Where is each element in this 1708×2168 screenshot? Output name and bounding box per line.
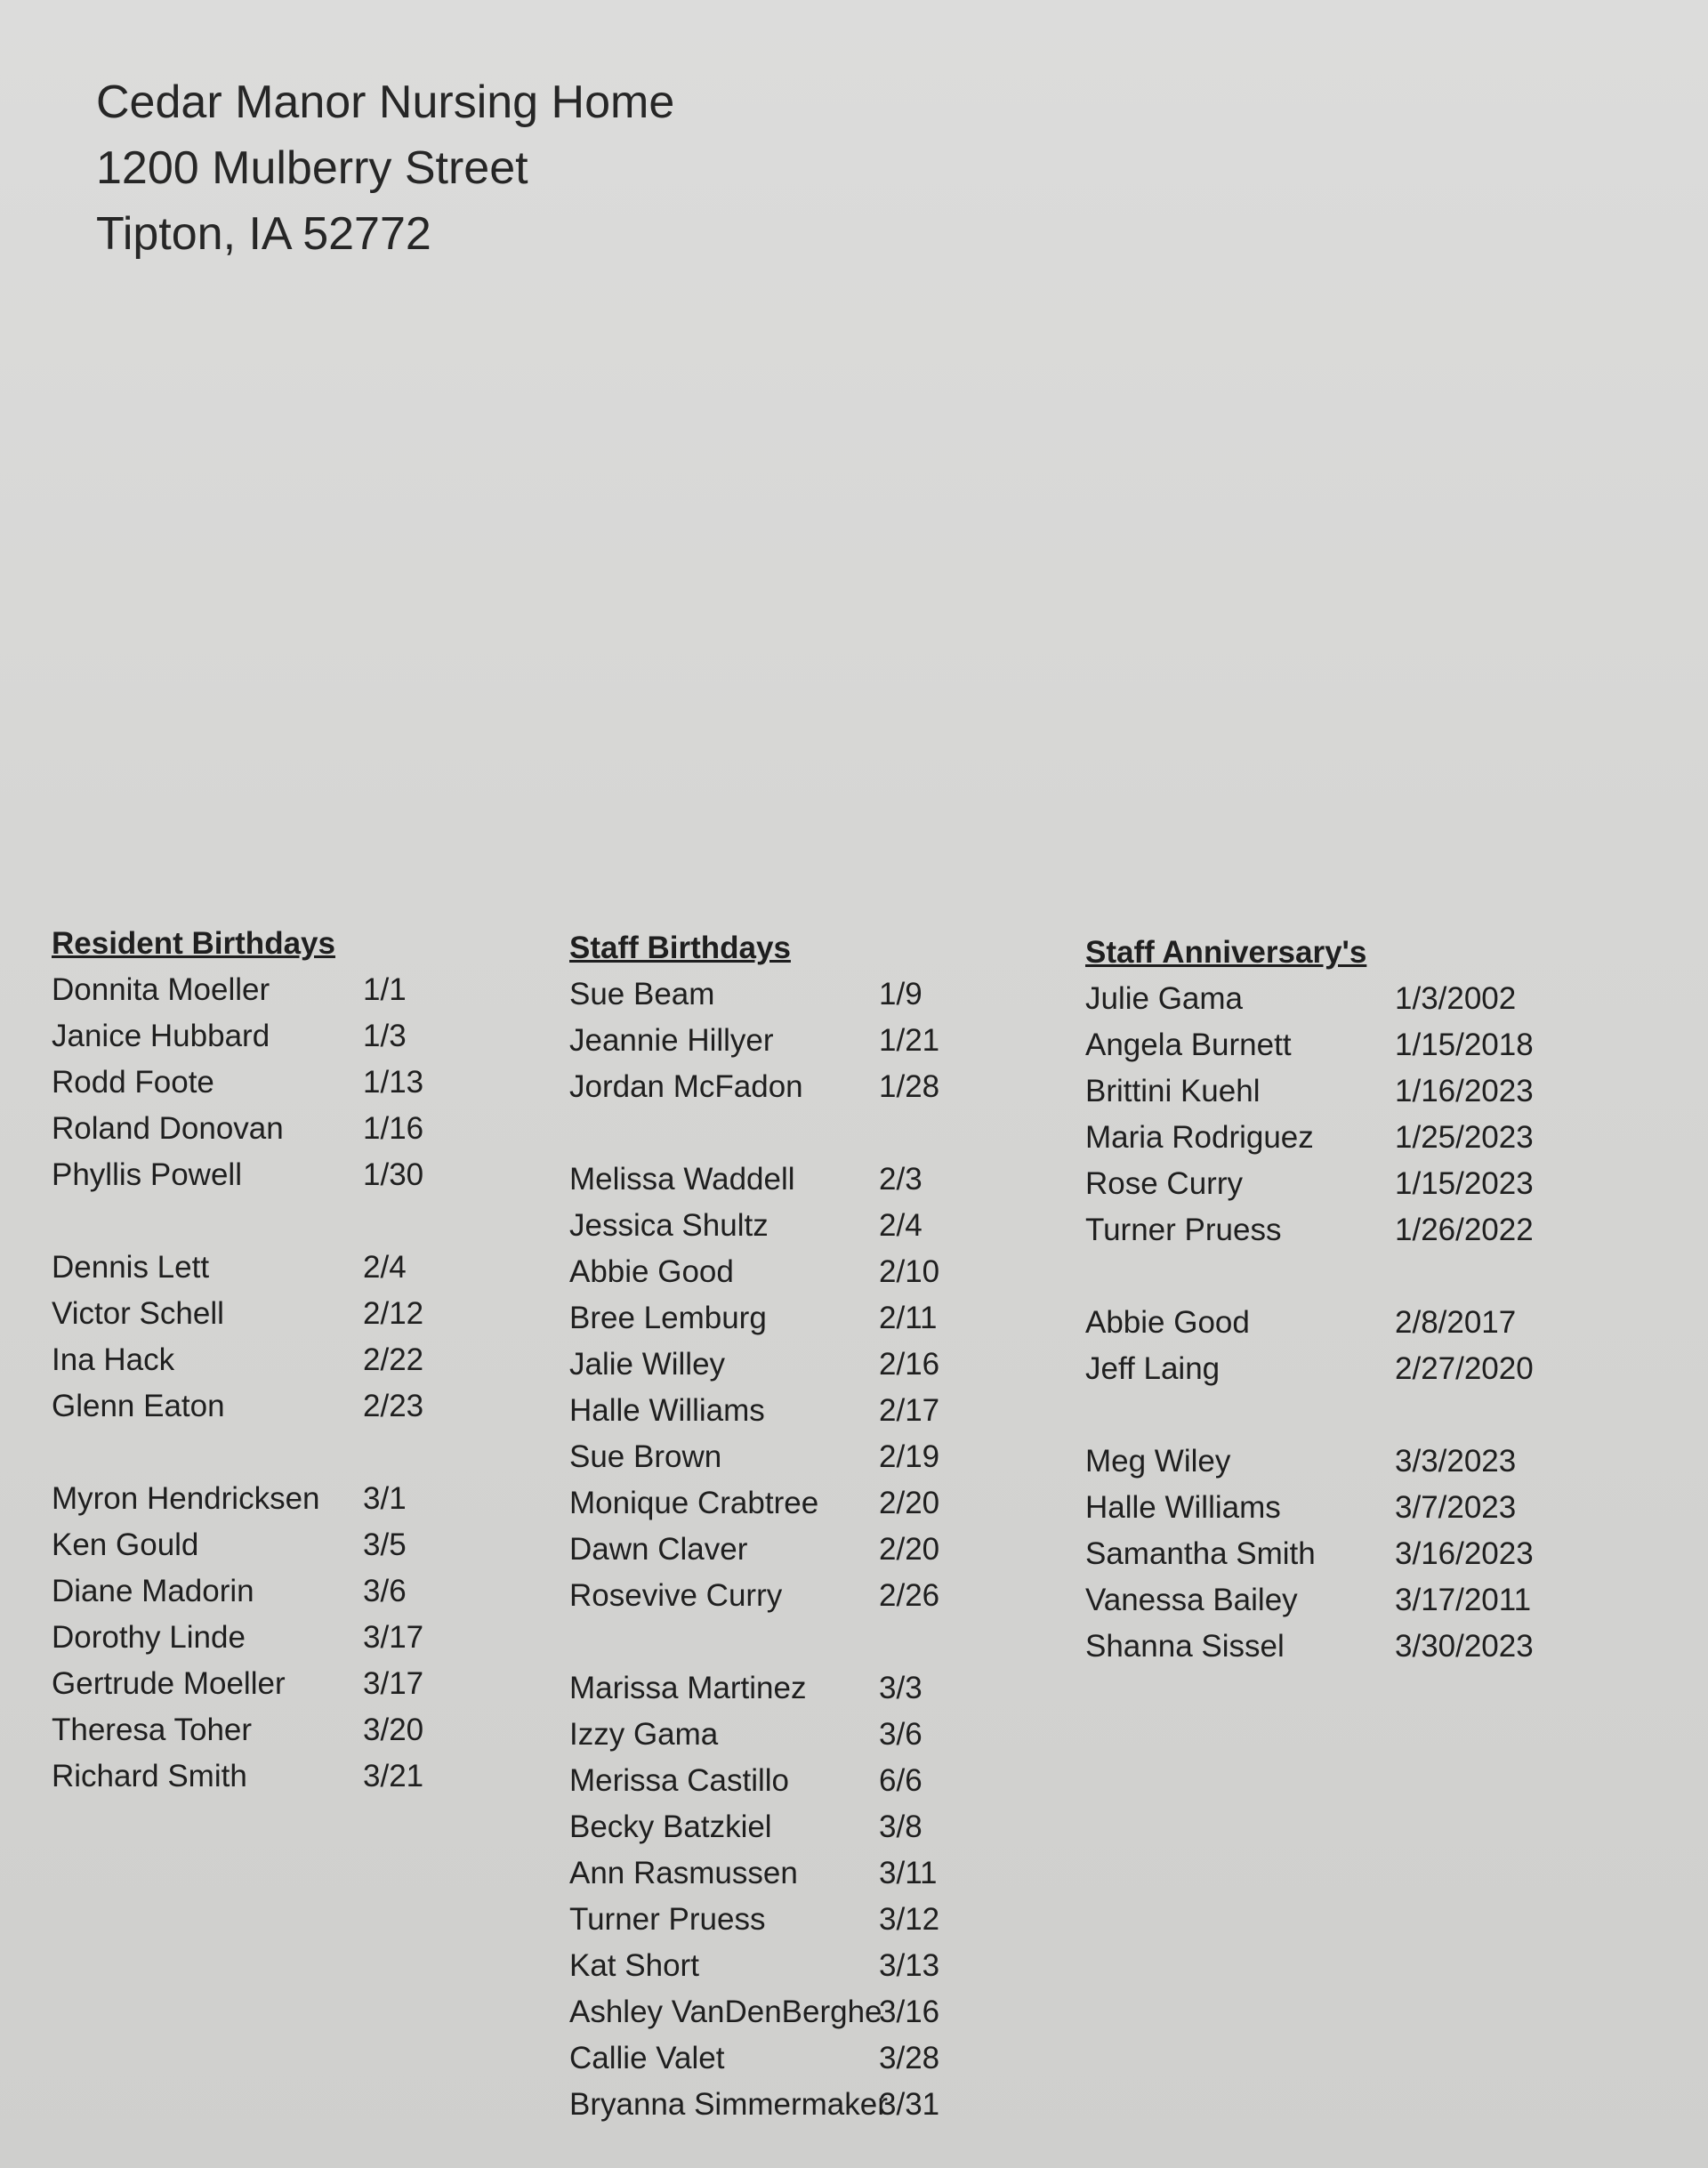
person-name: Ina Hack [52,1342,175,1377]
list-item [569,971,939,1018]
date: 2/4 [879,1208,922,1243]
group-spacer [1085,1392,1534,1439]
date: 2/16 [879,1347,940,1382]
list-item [569,1897,939,1943]
person-name: Myron Hendricksen [52,1481,320,1516]
group-spacer [52,1198,423,1245]
person-name: Turner Pruess [1085,1213,1282,1247]
date: 2/23 [363,1389,424,1423]
list-item [569,1018,939,1064]
date: 3/12 [879,1902,940,1937]
date: 3/21 [363,1759,424,1793]
person-name: Izzy Gama [569,1717,719,1752]
list-item [569,1295,939,1342]
list-item [569,2082,939,2128]
person-name: Becky Batzkiel [569,1809,772,1844]
date: 2/11 [879,1301,938,1335]
date: 1/13 [363,1065,424,1100]
resident-birthdays-column [52,921,423,1800]
list-item [52,1661,423,1707]
list-item [1085,1577,1534,1624]
list-item [569,1388,939,1434]
person-name: Abbie Good [569,1254,734,1289]
person-name: Monique Crabtree [569,1486,819,1520]
person-name: Merissa Castillo [569,1763,789,1798]
list-item [52,1060,423,1106]
list-item [1085,1207,1534,1253]
person-name: Brittini Kuehl [1085,1074,1261,1108]
list-item [52,1568,423,1615]
date: 2/10 [879,1254,940,1289]
list-item [52,1291,423,1337]
list-item [1085,1115,1534,1161]
date: 3/30/2023 [1395,1629,1534,1664]
date: 3/31 [879,2087,940,2122]
date: 1/30 [363,1157,424,1192]
person-name: Dennis Lett [52,1250,210,1285]
list-item [52,1753,423,1800]
date: 1/16/2023 [1395,1074,1534,1108]
person-name: Halle Williams [1085,1490,1281,1525]
list-item [569,1573,939,1619]
date: 3/3 [879,1671,922,1705]
list-item [569,1342,939,1388]
date: 2/20 [879,1532,940,1567]
person-name: Maria Rodriguez [1085,1120,1314,1155]
person-name: Rosevive Curry [569,1578,783,1613]
person-name: Halle Williams [569,1393,765,1428]
list-item [1085,976,1534,1022]
person-name: Callie Valet [569,2041,725,2075]
person-name: Rose Curry [1085,1166,1243,1201]
person-name: Janice Hubbard [52,1019,270,1053]
list-item [52,1013,423,1060]
group-spacer [569,1619,939,1665]
column-heading: Staff Birthdays [569,931,791,965]
date: 3/16/2023 [1395,1536,1534,1571]
list-item [569,1249,939,1295]
date: 3/20 [363,1713,424,1747]
person-name: Glenn Eaton [52,1389,225,1423]
person-name: Abbie Good [1085,1305,1250,1340]
person-name: Victor Schell [52,1296,224,1331]
date: 3/1 [363,1481,407,1516]
list-item [52,1615,423,1661]
person-name: Phyllis Powell [52,1157,242,1192]
person-name: Jordan McFadon [569,1069,803,1104]
list-item [569,1434,939,1480]
column-heading: Staff Anniversary's [1085,935,1367,970]
staff-birthdays-column [569,925,939,2128]
person-name: Vanessa Bailey [1085,1583,1298,1617]
list-item [52,1106,423,1152]
list-item [52,1245,423,1291]
city-state-zip: Tipton, IA 52772 [96,208,431,260]
list-item [52,1383,423,1430]
date: 3/6 [363,1574,407,1608]
date: 2/4 [363,1250,407,1285]
person-name: Diane Madorin [52,1574,254,1608]
person-name: Dorothy Linde [52,1620,246,1655]
list-item [52,1522,423,1568]
person-name: Julie Gama [1085,981,1244,1016]
date: 2/17 [879,1393,940,1428]
person-name: Gertrude Moeller [52,1666,286,1701]
person-name: Kat Short [569,1948,699,1983]
date: 3/7/2023 [1395,1490,1517,1525]
person-name: Angela Burnett [1085,1028,1292,1062]
person-name: Bryanna Simmermaker [569,2087,888,2122]
person-name: Donnita Moeller [52,972,270,1007]
list-item [1085,1300,1534,1346]
person-name: Jeannie Hillyer [569,1023,774,1058]
person-name: Roland Donovan [52,1111,284,1146]
person-name: Ann Rasmussen [569,1856,798,1890]
person-name: Melissa Waddell [569,1162,795,1197]
row-list [52,967,423,1800]
list-item [569,1665,939,1712]
person-name: Sue Beam [569,977,715,1011]
list-item [569,1157,939,1203]
date: 3/3/2023 [1395,1444,1517,1479]
date: 3/13 [879,1948,940,1983]
row-list [569,971,939,2128]
list-item [1085,1346,1534,1392]
person-name: Jalie Willey [569,1347,726,1382]
address-block [96,69,674,267]
date: 2/27/2020 [1395,1351,1534,1386]
date: 2/3 [879,1162,922,1197]
date: 1/21 [879,1023,940,1058]
person-name: Jeff Laing [1085,1351,1221,1386]
person-name: Bree Lemburg [569,1301,767,1335]
street-address: 1200 Mulberry Street [96,142,528,194]
person-name: Richard Smith [52,1759,247,1793]
list-item [569,1203,939,1249]
date: 1/15/2023 [1395,1166,1534,1201]
list-item [1085,1531,1534,1577]
list-item [569,1480,939,1527]
list-item [52,1337,423,1383]
group-spacer [52,1430,423,1476]
list-item [569,1527,939,1573]
person-name: Ken Gould [52,1527,199,1562]
date: 2/22 [363,1342,424,1377]
person-name: Theresa Toher [52,1713,253,1747]
person-name: Sue Brown [569,1439,722,1474]
date: 1/3/2002 [1395,981,1517,1016]
person-name: Ashley VanDenBerghe [569,1995,882,2029]
column-heading: Resident Birthdays [52,926,335,961]
date: 3/17 [363,1666,424,1701]
date: 2/19 [879,1439,940,1474]
list-item [569,1064,939,1110]
list-item [569,1850,939,1897]
person-name: Shanna Sissel [1085,1629,1285,1664]
list-item [1085,1485,1534,1531]
date: 1/3 [363,1019,407,1053]
date: 3/8 [879,1809,922,1844]
date: 3/17/2011 [1395,1583,1532,1617]
person-name: Meg Wiley [1085,1444,1231,1479]
date: 1/15/2018 [1395,1028,1534,1062]
date: 2/26 [879,1578,940,1613]
list-item [52,1707,423,1753]
list-item [569,1804,939,1850]
date: 1/16 [363,1111,424,1146]
staff-anniversaries-column [1085,930,1534,1670]
date: 1/25/2023 [1395,1120,1534,1155]
person-name: Dawn Claver [569,1532,748,1567]
date: 3/17 [363,1620,424,1655]
list-item [52,967,423,1013]
facility-name: Cedar Manor Nursing Home [96,77,675,128]
list-item [569,1989,939,2035]
group-spacer [1085,1253,1534,1300]
date: 1/28 [879,1069,940,1104]
person-name: Jessica Shultz [569,1208,769,1243]
list-item [52,1152,423,1198]
list-item [569,1758,939,1804]
person-name: Turner Pruess [569,1902,766,1937]
list-item [569,1943,939,1989]
date: 2/8/2017 [1395,1305,1517,1340]
date: 2/20 [879,1486,940,1520]
list-item [1085,1068,1534,1115]
person-name: Rodd Foote [52,1065,214,1100]
list-item [569,2035,939,2082]
list-item [1085,1624,1534,1670]
date: 3/5 [363,1527,407,1562]
date: 1/9 [879,977,922,1011]
person-name: Marissa Martinez [569,1671,807,1705]
date: 1/1 [363,972,407,1007]
date: 3/11 [879,1856,938,1890]
list-item [1085,1022,1534,1068]
date: 2/12 [363,1296,424,1331]
list-item [1085,1161,1534,1207]
group-spacer [569,1110,939,1157]
list-item [569,1712,939,1758]
list-item [52,1476,423,1522]
person-name: Samantha Smith [1085,1536,1316,1571]
date: 3/28 [879,2041,940,2075]
row-list [1085,976,1534,1670]
date: 3/6 [879,1717,922,1752]
date: 1/26/2022 [1395,1213,1534,1247]
date: 3/16 [879,1995,940,2029]
list-item [1085,1439,1534,1485]
date: 6/6 [879,1763,922,1798]
